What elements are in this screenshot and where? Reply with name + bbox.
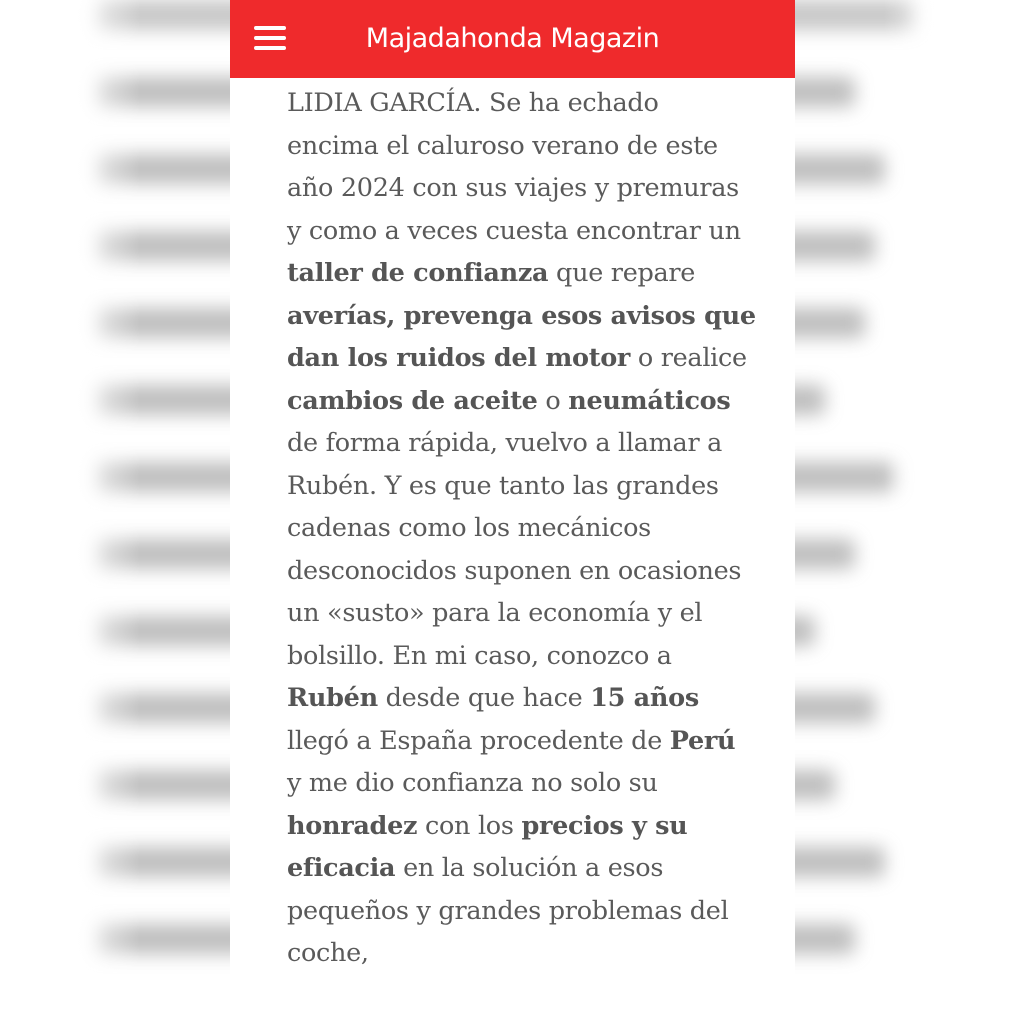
- app-header: [230, 0, 795, 78]
- article-text: o realice: [630, 343, 747, 373]
- article-body: [287, 82, 757, 975]
- article-bold-text: Rubén: [287, 683, 378, 713]
- article-bold-text: honradez: [287, 810, 418, 841]
- app-title: Majadahonda Magazin: [365, 23, 660, 54]
- article-bold-text: precios y su eficacia: [287, 810, 688, 883]
- article-bold-text: neumáticos: [568, 385, 731, 416]
- article-bold-text: 15 años: [590, 683, 699, 713]
- article-text: con los: [417, 810, 522, 841]
- article-text: de forma rápida, vuelvo a llamar a Rubén. Y es que tanto las grandes cadenas como los mecánicos desconocidos suponen en ocasiones un «susto» para la economía y el bolsillo. En mi caso, conozco a: [287, 428, 742, 671]
- article-bold-text: cambios de aceite: [287, 385, 538, 416]
- article-bold-text: taller de confianza: [287, 258, 549, 288]
- article-paragraph: [287, 82, 757, 975]
- phone-screen: [230, 0, 795, 1024]
- article-text: en la solución a esos pequeños y grandes problemas del coche,: [287, 853, 729, 968]
- article-text: y me dio confianza no solo su: [287, 768, 658, 798]
- article-text: o: [537, 385, 569, 416]
- article-text: que repare: [548, 258, 696, 288]
- article-text: llegó a España procedente de: [287, 725, 670, 756]
- article-bold-text: Perú: [669, 725, 736, 756]
- article-bold-text: averías, prevenga esos avisos que dan los ruidos del motor: [287, 300, 756, 373]
- article-text: LIDIA GARCÍA. Se ha echado encima el caluroso verano de este año 2024 con sus viajes y premuras y como a veces cuesta encontrar un: [287, 88, 741, 246]
- article-text: desde que hace: [377, 683, 591, 713]
